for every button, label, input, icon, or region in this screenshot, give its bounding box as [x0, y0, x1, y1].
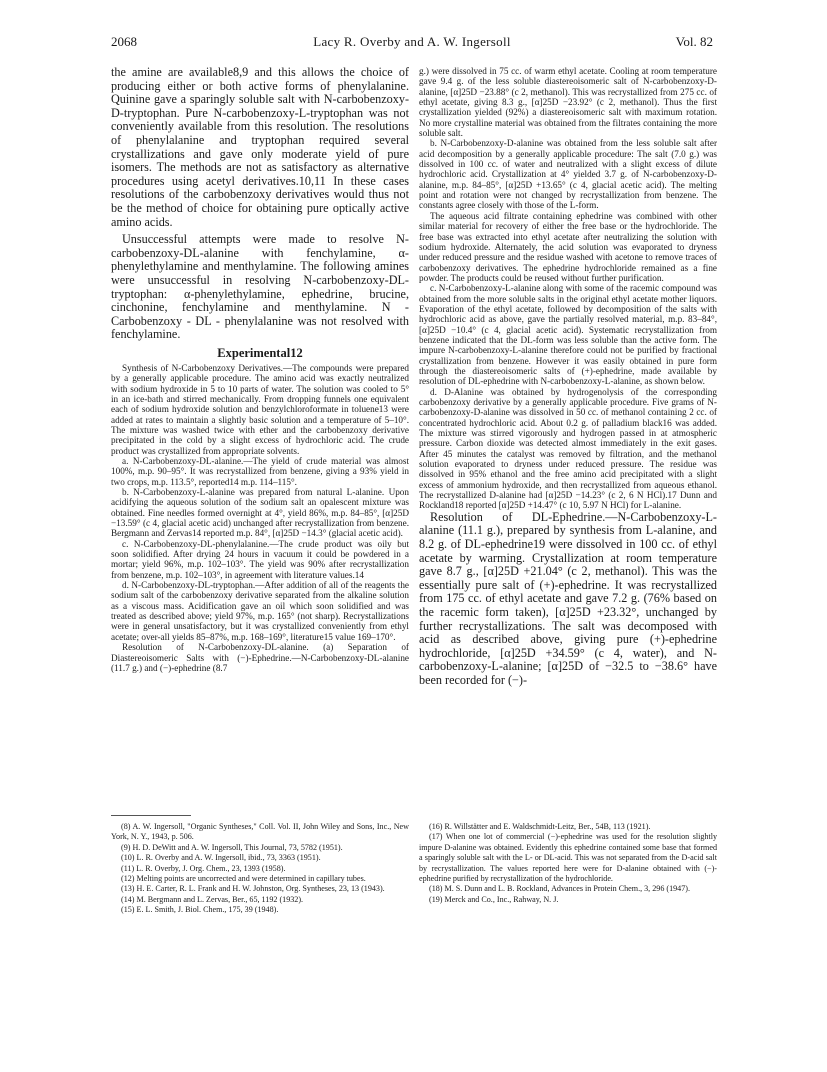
footnote: (15) E. L. Smith, J. Biol. Chem., 175, 39 (1948).	[121, 905, 279, 915]
paragraph: c. N-Carbobenzoxy-L-alanine along with some of the racemic compound was obtained from the more soluble salts in the original ethyl acetate mother liquors. Evaporation of the ethyl acetate, followed by decomposition of the salts with hydrochloric acid as above, gave the partially resolved material, m.p. 83–84°, [α]25D −10.4° (c 4, glacial acetic acid). Systematic recrystallization from benzene indicated that the DL-form was less soluble than the active form. The impure N-carbobenzoxy-L-alanine therefore could not be purified by fractional crystallization from benzene. However it was easily obtained in pure form through the diastereoisomeric salts of (+)-ephedrine, made available by resolution of DL-ephedrine with N-carbobenzoxy-L-alanine, as shown below.	[419, 283, 717, 387]
footnote: (12) Melting points are uncorrected and were determined in capillary tubes.	[121, 874, 366, 884]
paragraph: the amine are available8,9 and this allows the choice of producing either or both active forms of phenylalanine. Quinine gave a sparingly soluble salt with N-carbobenzoxy-D-tryptophan. Pure N-carbobenzoxy-L-tryptophan was not conveniently available from this resolution. The resolutions of phenylalanine and tryptophan required several crystallizations and gave only moderate yield of pure isomers. The methods are not as satisfactory as alternative procedures using acetyl derivatives.10,11 In these cases resolutions of the carbobenzoxy derivatives would thus not be the method of choice for obtaining pure optically active amino acids.	[111, 66, 409, 229]
paragraph: a. N-Carbobenzoxy-DL-alanine.—The yield of crude material was almost 100%, m.p. 90–95°. It was recrystallized from benzene, giving a 93% yield in two crops, m.p. 113.5°, reported14 m.p. 114–115°.	[111, 455, 409, 487]
paragraph: Resolution of DL-Ephedrine.—N-Carbobenzoxy-L-alanine (11.1 g.), prepared by synthesis from L-alanine, and 8.2 g. of DL-ephedrine19 were dissolved in 100 cc. of ethyl acetate by warming. Crystallization at room temperature gave 8.7 g., [α]25D +21.04° (c 2, methanol). This was the essentially pure salt of (+)-ephedrine. It was recrystallized from 175 cc. of ethyl acetate and gave 7.2 g. (76% based on the racemic form taken), [α]25D +23.32°, unchanged by further recrystallizations. The salt was decomposed with acid as described above, giving pure (+)-ephedrine hydrochloride, [α]25D +34.59° (c 4, water), and N-carbobenzoxy-L-alanine; [α]25D of −32.5 to −38.6° have been recorded for (−)-	[419, 509, 717, 687]
paragraph: d. N-Carbobenzoxy-DL-tryptophan.—After addition of all of the reagents the sodium salt of the carbobenzoxy derivative separated from the alkaline solution as a viscous mass. Acidification gave an oil which soon solidified and was treated as described above; yield 97%, m.p. 165° (not sharp). Recrystallizations were in general unsatisfactory, but it was crystallized conveniently from ethyl acetate; over-all yields 85–87%, m.p. 168–169°, literature15 value 169–170°.	[111, 580, 409, 642]
paragraph: g.) were dissolved in 75 cc. of warm ethyl acetate. Cooling at room temperature gave 9.4 g. of the less soluble diastereoisomeric salt of N-carbobenzoxy-D-alanine, [α]25D −23.88° (c 2, methanol). This was recrystallized from 275 cc. of ethyl acetate, giving 8.3 g., [α]25D −23.92° (c 2, methanol). Thus the first crystallization yielded (92%) a diastereoisomeric salt with maximum rotation. No more crystalline material was obtained from the filtrates containing the more soluble salt.	[419, 66, 717, 139]
page-header	[111, 34, 713, 52]
paragraph: b. N-Carbobenzoxy-D-alanine was obtained from the less soluble salt after acid decomposition by a generally applicable procedure: The salt (7.0 g.) was dissolved in 100 cc. of water and neutralized with a slight excess of dilute hydrochloric acid. Crystallization at 4° yielded 3.7 g. of N-carbobenzoxy-D-alanine, m.p. 84–85°, [α]25D +13.65° (c 4, glacial acetic acid). The melting point and rotation were not changed by recrystallization from benzene. The constants agree closely with those of the L-form.	[419, 138, 717, 211]
footnote: (11) L. R. Overby, J. Org. Chem., 23, 1393 (1958).	[121, 863, 286, 873]
footnote: (18) M. S. Dunn and L. B. Rockland, Advances in Protein Chem., 3, 296 (1947).	[429, 884, 690, 894]
footnote: (16) R. Willstätter and E. Waldschmidt-Leitz, Ber., 54B, 113 (1921).	[429, 822, 651, 831]
paragraph: b. N-Carbobenzoxy-L-alanine was prepared from natural L-alanine. Upon acidifying the aqueous solution of the sodium salt an opalescent mixture was obtained. Fine needles formed overnight at 4°, yield 86%, m.p. 84–85°, [α]25D −13.59° (c 4, glacial acetic acid) unchanged after recrystallization from benzene. Bergmann and Zervas14 reported m.p. 84°, [α]25D −14.3° (glacial acetic acid).	[111, 487, 409, 539]
footnote: (19) Merck and Co., Inc., Rahway, N. J.	[429, 894, 559, 904]
paragraph: Unsuccessful attempts were made to resolve N-carbobenzoxy-DL-alanine with fenchylamine, α-phenylethylamine and menthylamine. The following amines were unsuccessful in resolving N-carbobenzoxy-DL-tryptophan: α-phenylethylamine, ephedrine, brucine, cinchonine, fenchylamine and menthylamine. N - Carbobenzoxy - DL - phenylalanine was not resolved with fenchylamine.	[111, 232, 409, 342]
volume-label: Vol. 82	[675, 34, 713, 49]
paragraph: Synthesis of N-Carbobenzoxy Derivatives.—The compounds were prepared by a generally applicable procedure. The amino acid was exactly neutralized with sodium hydroxide in 5 to 10 parts of water. The solution was cooled to 5° in an ice-bath and stirred mechanically. From dropping funnels one equivalent each of sodium hydroxide solution and benzylchloroformate in toluene13 were added at rates to maintain a slightly basic solution and a temperature of 5–10°. The mixture was washed twice with ether and the carbobenzoxy derivative precipitated in the cold by a slight excess of hydrochloric acid. The crude product was crystallized from appropriate solvents.	[111, 362, 409, 456]
paragraph: d. D-Alanine was obtained by hydrogenolysis of the corresponding carbobenzoxy derivative by a generally applicable procedure. Five grams of N-carbobenzoxy-D-alanine was dissolved in 50 cc. of methanol containing 2 cc. of concentrated hydrochloric acid. About 0.2 g. of palladium black16 was added. The mixture was stirred vigorously and hydrogen passed in at atmospheric pressure. Carbon dioxide was detected almost immediately in the exit gases. After 45 minutes the catalyst was removed by filtration, and the methanol solution evaporated to dryness under reduced pressure. The residue was dissolved in 95% ethanol and the free amino acid precipitated with a slight excess of ammonium hydroxide, and then recrystallized from aqueous ethanol. The recrystallized D-alanine had [α]25D −14.23° (c 2, 6 N HCl).17 Dunn and Rockland18 reported [α]25D +14.47° (c 10, 5.97 N HCl) for L-alanine.	[419, 386, 717, 511]
paragraph: The aqueous acid filtrate containing ephedrine was combined with other similar material for recovery of either the free base or the hydrochloride. The free base was extracted into ethyl acetate after neutralizing the solution with sodium hydroxide. Alternately, the acid solution was evaporated to dryness under reduced pressure and the residue washed with acetone to remove traces of carbobenzoxy derivatives. The ephedrine hydrochloride remained as a fine powder. The products could be reused without further purification.	[419, 210, 717, 283]
running-authors: Lacy R. Overby and A. W. Ingersoll	[313, 34, 511, 49]
footnote: (14) M. Bergmann and L. Zervas, Ber., 65, 1192 (1932).	[121, 894, 304, 904]
footnote-divider	[111, 815, 191, 816]
paragraph: c. N-Carbobenzoxy-DL-phenylalanine.—The crude product was oily but soon solidified. After drying 24 hours in vacuum it could be powdered in a mortar; yield 96%, m.p. 102–103°. The yield was 90% after recrystallization from benzene, m.p. 102–103°, in agreement with literature values.14	[111, 538, 409, 580]
footnotes-right	[419, 822, 717, 905]
footnote: (10) L. R. Overby and A. W. Ingersoll, ibid., 73, 3363 (1951).	[121, 853, 321, 863]
footnote: (9) H. D. DeWitt and A. W. Ingersoll, This Journal, 73, 5782 (1951).	[121, 842, 343, 852]
section-heading: Experimental12	[217, 345, 303, 360]
page-number: 2068	[111, 34, 137, 49]
footnote: (13) H. E. Carter, R. L. Frank and H. W. Johnston, Org. Syntheses, 23, 13 (1943).	[121, 884, 385, 894]
footnotes-left	[111, 822, 409, 916]
paragraph: Resolution of N-Carbobenzoxy-DL-alanine. (a) Separation of Diastereoisomeric Salts with (−)-Ephedrine.—N-Carbobenzoxy-DL-alanine (11.7 g.) and (−)-ephedrine (8.7	[111, 642, 409, 673]
footnote: (8) A. W. Ingersoll, "Organic Syntheses," Coll. Vol. II, John Wiley and Sons, Inc., New York, N. Y., 1943, p. 506.	[111, 822, 409, 842]
left-column	[111, 66, 409, 812]
right-column	[419, 66, 717, 812]
footnote: (17) When one lot of commercial (−)-ephedrine was used for the resolution slightly impure D-alanine was obtained. Evidently this ephedrine contained some base that formed a sparingly soluble salt with the L- or DL-acid. This was not separated from the D-acid salt by recrystallization. The values reported here were for D-alanine obtained with (−)-ephedrine purified by recrystallization of the hydrochloride.	[419, 832, 717, 884]
